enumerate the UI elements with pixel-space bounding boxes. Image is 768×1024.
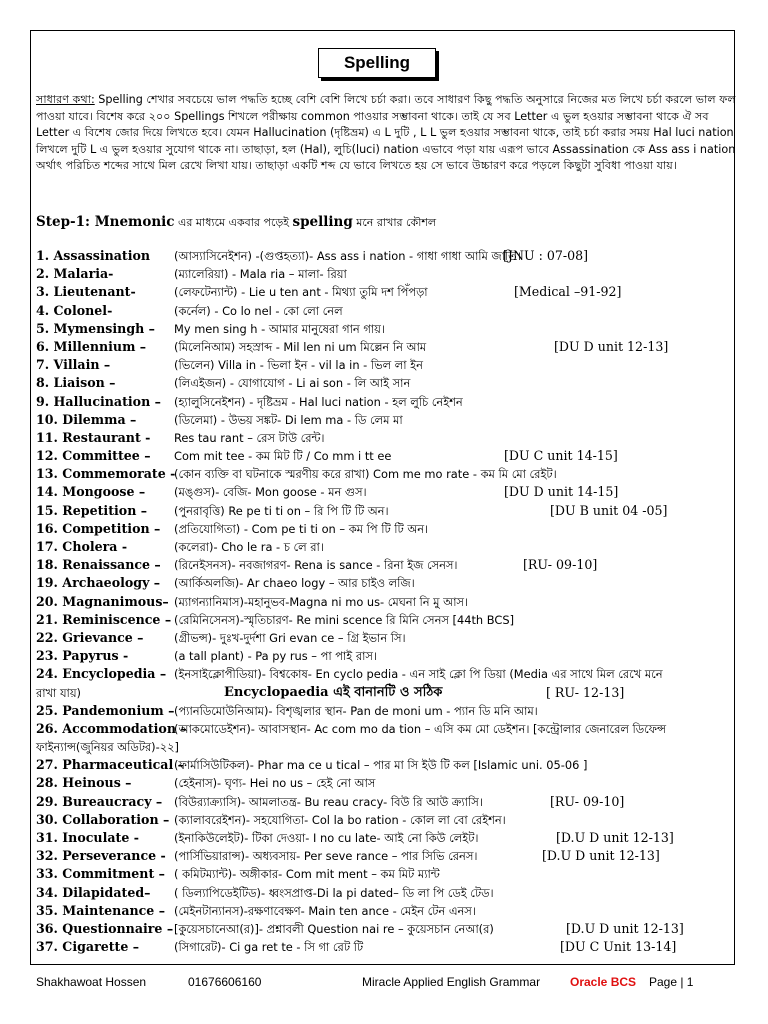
entry-word: 35. Maintenance – xyxy=(36,902,165,918)
entry-description: (বিউর‍্যাক্র্যাসি)- আমলাতন্ত্র- Bu reau cracy- বিউ রি আউ ক্র্যাসি। xyxy=(174,794,483,809)
entry-description: (কোন ব্যক্তি বা ঘটনাকে স্মরণীয় করে রাখা) Com me mo rate - কম মি মো রেইট। xyxy=(174,467,557,482)
entry-description: Res tau rant – রেস টাউ রেন্ট। xyxy=(174,430,325,445)
entry-word: 28. Heinous – xyxy=(36,775,132,791)
list-item xyxy=(36,520,736,538)
entry-word: 19. Archaeology – xyxy=(36,575,161,591)
entry-description: (পার্সিভিয়ারান্স)- অধ্যবসায়- Per seve rance – পার সিভি রেনস। xyxy=(174,849,478,864)
entry-word: 34. Dilapidated– xyxy=(36,884,151,900)
list-item xyxy=(36,829,736,847)
list-item xyxy=(36,411,736,429)
entry-word: 36. Questionnaire – xyxy=(36,920,174,936)
step-word: spelling xyxy=(292,214,353,230)
step-heading xyxy=(36,214,436,233)
entry-description: ( কমিটম্যান্ট)- অঙ্গীকার- Com mit ment – কম মিট ম্যান্ট xyxy=(174,867,440,882)
entry-word: 6. Millennium – xyxy=(36,338,147,354)
list-item xyxy=(36,302,736,320)
entry-reference: [D.U D unit 12-13] xyxy=(556,830,674,845)
list-item xyxy=(36,338,736,356)
entry-word: 29. Bureaucracy – xyxy=(36,793,163,809)
entry-description: (লিএইজন) - যোগাযোগ - Li ai son - লি আই সান xyxy=(174,376,411,391)
entry-reference: [DU D unit 12-13] xyxy=(554,338,669,354)
list-item xyxy=(36,483,736,501)
entry-description: (পুনরাবৃত্তি) Re pe ti ti on – রি পি টি টি অন। xyxy=(174,503,389,518)
intro-paragraph xyxy=(36,92,736,175)
entry-reference: [DU D unit 14-15] xyxy=(504,484,619,500)
entry-continuation: রাখা যায়) xyxy=(36,685,81,700)
entry-description: (a tall plant) - Pa py rus – পা পাই রাস। xyxy=(174,649,378,664)
entry-reference: [RU- 09-10] xyxy=(523,557,598,573)
entry-word: 13. Commemorate - xyxy=(36,466,176,482)
entry-word: 23. Papyrus - xyxy=(36,648,129,664)
list-item xyxy=(36,502,736,520)
entry-word: 17. Cholera - xyxy=(36,539,128,554)
intro-text: Spelling শেখার সবচেয়ে ভাল পদ্ধতি হচ্ছে বেশি বেশি লিখে চর্চা করা। তবে সাধারণ কিছু পদ্ধতি অনুসারে নিজের মত লিখে চর্চা করলে ভাল ফল পাওয়া যাবে। বিশেষ করে ২০০ Spellings শিখলে পরীক্ষায় common পাওয়ার সম্ভাবনা থাকে। তাই যে সব Letter এ ভুল হওয়ার সম্ভাবনা থাকে ঐ সব Letter এ বিশেষ জোর দিয়ে লিখতে হবে। যেমন Hallucination (দৃষ্টিভ্রম) এ L দুটি , L L ভুল হওয়ার সম্ভাবনা থাকে, তাই চর্চা করার সময় Hal luci nation লিখলে দুটি L এ ভুল হওয়ার সুযোগ থাকে না। তাছাড়া, হল (Hal), লুচি(luci) nation এভাবে পড়া যায় এরূপ ভাবে Assassination কে Ass ass i nation অর্থাৎ পরিচিত শব্দের সাথে মিল রেখে লিখা যায়। তাছাড়া একটি শব্দ যে ভাবে লিখতে হয় সে ভাবে উচ্চারণ করে পড়লে কিছুটা সুবিধা পাওয়া যায়। xyxy=(36,93,736,173)
entry-description: (গ্রীভন্স)- দুঃখ-দুর্দশা Gri evan ce – গ্রি ইভান সি। xyxy=(174,630,406,645)
entry-description: (মেইনটান্যানস)-রক্ষণাবেক্ষণ- Main ten ance - মেইন টেন এনস। xyxy=(174,903,476,918)
list-item xyxy=(36,938,736,956)
step-end: মনে রাখার কৌশল xyxy=(352,216,437,229)
list-item xyxy=(36,374,736,392)
page-footer xyxy=(36,975,736,993)
footer-page-number: Page | 1 xyxy=(649,975,694,989)
list-item xyxy=(36,920,736,938)
entry-description: (প্রতিযোগিতা) - Com pe ti ti on – কম পি টি টি অন। xyxy=(174,521,429,536)
entry-description: (হেইনাস)- ঘৃণ্য- Hei no us – হেই নো আস xyxy=(174,776,376,791)
list-item xyxy=(36,538,736,556)
footer-brand: Oracle BCS xyxy=(570,975,637,989)
entry-description: (রেমিনিসেনস)-স্মৃতিচারণ- Re mini scence রি মিনি সেনস [44th BCS] xyxy=(174,612,515,627)
entry-reference: [DU C Unit 13-14] xyxy=(560,939,677,955)
entry-description: (ডিলেমা) - উভয় সঙ্কট- Di lem ma - ডি লেম মা xyxy=(174,412,403,427)
entry-description: My men sing h - আমার মানুষেরা গান গায়। xyxy=(174,321,385,336)
list-item xyxy=(36,793,736,811)
list-item xyxy=(36,393,736,411)
list-item xyxy=(36,356,736,374)
entry-word: 24. Encyclopedia – xyxy=(36,666,167,682)
entry-word: 31. Inoculate - xyxy=(36,830,139,845)
list-item xyxy=(36,629,736,647)
entry-reference: [ RU- 12-13] xyxy=(546,684,625,700)
entry-word: 14. Mongoose – xyxy=(36,484,146,500)
list-item xyxy=(36,902,736,920)
entry-description: (আস্যাসিনেইশন) -(গুপ্তহত্যা)- Ass ass i nation - গাধা গাধা আমি জাতি। xyxy=(174,249,521,263)
entry-description: (লেফটেন্যান্ট) - Lie u ten ant - মিথ্যা তুমি দশ পিঁপড়া xyxy=(174,285,428,300)
entry-reference: [Medical –91-92] xyxy=(514,284,622,300)
list-item xyxy=(36,465,736,483)
entry-description: (সিগারেট)- Ci ga ret te - সি গা রেট টি xyxy=(174,940,364,955)
list-item xyxy=(36,847,736,865)
list-item xyxy=(36,865,736,883)
list-item xyxy=(36,756,736,774)
entry-reference: [JNU : 07-08] xyxy=(503,248,589,263)
list-item xyxy=(36,593,736,611)
entry-word: 26. Accommodation – xyxy=(36,720,187,736)
entry-reference: [D.U D unit 12-13] xyxy=(542,848,660,864)
footer-author: Shakhawoat Hossen xyxy=(36,975,147,989)
entry-description: (হ্যালুসিনেইশন) - দৃষ্টিভ্রম - Hal luci nation - হল লুচি নেইশন xyxy=(174,394,463,409)
entry-description: (কর্নেল) - Co lo nel - কো লো নেল xyxy=(174,303,343,318)
list-item xyxy=(36,611,736,629)
entry-word: 21. Reminiscence – xyxy=(36,611,172,627)
entry-reference: [RU- 09-10] xyxy=(550,793,625,809)
entry-description: (ম্যালেরিয়া) - Mala ria – মালা- রিয়া xyxy=(174,267,347,282)
entry-description: (আর্কিঅলজি)- Ar chaeo logy – আর চাইও লজি। xyxy=(174,576,415,591)
list-item xyxy=(36,574,736,592)
entry-reference: [DU B unit 04 -05] xyxy=(550,502,668,518)
entry-description: (ক্যালাবরেইশন)- সহযোগিতা- Col la bo ration - কোল লা বো রেইশন। xyxy=(174,812,506,827)
list-item xyxy=(36,702,736,720)
list-item xyxy=(36,720,736,738)
list-item xyxy=(36,320,736,338)
list-item xyxy=(36,283,736,301)
entry-description: (প্যানডিমোউনিআম)- বিশৃঙ্খলার স্থান- Pan de moni um - প্যান ডি মনি আম। xyxy=(174,703,538,718)
entry-description: (মিলেনিআম) সহস্রাব্দ - Mil len ni um মিল্লেন নি আম xyxy=(174,339,427,354)
entry-word: 8. Liaison – xyxy=(36,375,116,391)
entry-description: (ফার্মাসিউটিকল)- Phar ma ce u tical – পার মা সি ইউ টি কল [Islamic uni. 05-06 ] xyxy=(174,758,588,773)
entry-word: 9. Hallucination – xyxy=(36,393,161,409)
entry-reference: [DU C unit 14-15] xyxy=(504,448,618,464)
entry-word: 11. Restaurant - xyxy=(36,429,151,445)
entry-word: 1. Assassination xyxy=(36,248,151,263)
entry-word: 16. Competition – xyxy=(36,520,161,536)
entry-word: 2. Malaria- xyxy=(36,266,114,282)
step-middle: এর মাধ্যমে একবার পড়েই xyxy=(174,216,293,229)
list-item xyxy=(36,738,736,756)
entry-word: 18. Renaissance – xyxy=(36,557,161,573)
entry-word: 30. Collaboration – xyxy=(36,811,170,827)
entry-word: 32. Perseverance - xyxy=(36,848,166,864)
page-title: Spelling xyxy=(318,48,436,78)
entry-word: 37. Cigarette – xyxy=(36,939,140,955)
entry-word: 22. Grievance – xyxy=(36,629,144,645)
entry-description: (রিনেইসনস)- নবজাগরণ- Rena is sance - রিনা ইজ সেনস। xyxy=(174,558,458,573)
entry-description: [কুয়েসচানেআ(র)]- প্রশ্নাবলী Question nai re – কুয়েসচান নেআ(র) xyxy=(174,921,494,936)
list-item xyxy=(36,884,736,902)
entry-word: 15. Repetition – xyxy=(36,502,148,518)
entry-description: (আকমোডেইশন)- আবাসস্থান- Ac com mo da tion – এসি কম মো ডেইশন। [কন্ট্রোলার জেনারেল ডিফেন্স xyxy=(174,721,666,736)
entry-word: 4. Colonel- xyxy=(36,302,113,318)
intro-lead: সাধারণ কথা: xyxy=(36,93,95,106)
entry-word: 12. Committee – xyxy=(36,448,151,464)
list-item xyxy=(36,774,736,792)
entry-description: Com mit tee - কম মিট টি / Co mm i tt ee xyxy=(174,449,392,464)
entry-word: 10. Dilemma – xyxy=(36,411,137,427)
entry-description: (ইনাকিউলেইট)- টিকা দেওয়া- I no cu late- আই নো কিউ লেইট। xyxy=(174,831,479,845)
entry-word: 27. Pharmaceutical – xyxy=(36,757,184,773)
spelling-list xyxy=(36,247,736,956)
list-item xyxy=(36,665,736,683)
list-item xyxy=(36,429,736,447)
entry-description: (ভিলেন) Villa in - ভিলা ইন - vil la in - ভিল লা ইন xyxy=(174,358,423,373)
list-item xyxy=(36,265,736,283)
list-item xyxy=(36,447,736,465)
entry-reference: [D.U D unit 12-13] xyxy=(566,920,684,936)
entry-description: ( ডিল্যাপিডেইটিড)- ধ্বংসপ্রাপ্ত-Di la pi dated– ডি লা পি ডেই টেড। xyxy=(174,885,494,900)
list-item xyxy=(36,556,736,574)
list-item xyxy=(36,647,736,665)
entry-word: 7. Villain – xyxy=(36,357,111,373)
entry-word: 20. Magnanimous– xyxy=(36,593,169,609)
entry-word: 5. Mymensingh – xyxy=(36,320,155,336)
entry-word: 3. Lieutenant- xyxy=(36,284,136,300)
list-item xyxy=(36,684,736,702)
entry-description: (কলেরা)- Cho le ra - চ লে রা। xyxy=(174,540,324,554)
entry-description: (ইনসাইক্লোপীডিয়া)- বিশ্বকোষ- En cyclo pedia - এন সাই ক্লো পি ডিয়া (Media এর সাথে মিল রেখে মনে xyxy=(174,667,663,682)
list-item xyxy=(36,247,736,265)
footer-book: Miracle Applied English Grammar xyxy=(362,975,541,989)
list-item xyxy=(36,811,736,829)
entry-word: 33. Commitment – xyxy=(36,866,165,882)
entry-description: (ম্যাগন্যানিমাস)-মহানুভব-Magna ni mo us- মেঘনা নি মু আস। xyxy=(174,594,469,609)
entry-description: (মঙ্গুস)- বেজি- Mon goose - মন গুস। xyxy=(174,485,367,500)
step-label: Step-1: Mnemonic xyxy=(36,214,175,230)
footer-phone: 01676606160 xyxy=(188,975,262,989)
entry-word: 25. Pandemonium – xyxy=(36,702,175,718)
entry-continuation: ফাইন্যান্স(জুনিয়র অডিটর)-২২] xyxy=(36,740,179,755)
entry-note: Encyclopaedia এই বানানটি ও সঠিক xyxy=(224,684,443,700)
